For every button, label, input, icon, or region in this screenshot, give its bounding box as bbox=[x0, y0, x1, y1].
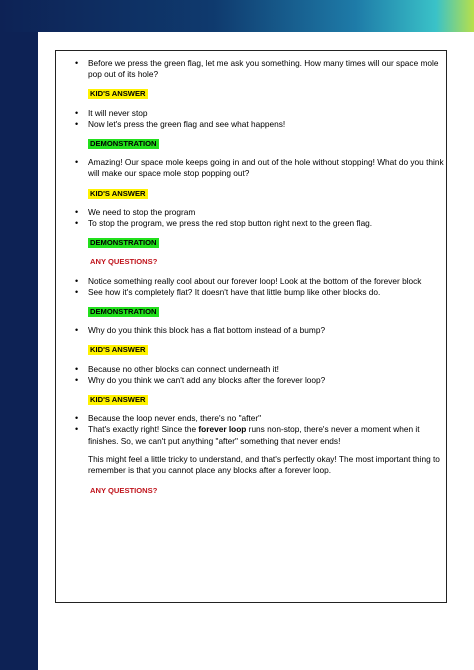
kids-answer-label: KID'S ANSWER bbox=[90, 395, 146, 405]
list-item: • Amazing! Our space mole keeps going in and out of the hole without stopping! What do you think will make our space mole stop popping out? bbox=[72, 157, 444, 179]
list-item: • Before we press the green flag, let me ask you something. How many times will our space mole pop out of its hole? bbox=[72, 58, 444, 80]
bullet-list bbox=[72, 207, 444, 229]
top-decorative-band bbox=[0, 0, 474, 32]
list-item: • Notice something really cool about our forever loop! Look at the bottom of the forever block bbox=[72, 276, 444, 287]
kids-answer-label: KID'S ANSWER bbox=[90, 89, 146, 99]
bullet-list bbox=[72, 58, 444, 80]
bullet-list bbox=[72, 413, 444, 447]
kids-answer-label: KID'S ANSWER bbox=[90, 188, 146, 198]
bullet-list bbox=[72, 325, 444, 336]
bold-text-run: forever loop bbox=[198, 424, 247, 435]
list-item: • We need to stop the program bbox=[72, 207, 444, 218]
any-questions-label: ANY QUESTIONS? bbox=[90, 257, 158, 267]
list-item: • To stop the program, we press the red stop button right next to the green flag. bbox=[72, 218, 444, 229]
list-item: • Why do you think this block has a flat bottom instead of a bump? bbox=[72, 325, 444, 336]
bullet-list bbox=[72, 108, 444, 130]
list-item: • Because no other blocks can connect underneath it! bbox=[72, 364, 444, 375]
list-item: • Because the loop never ends, there's no "after" bbox=[72, 413, 444, 424]
left-decorative-band bbox=[0, 0, 38, 670]
bullet-list bbox=[72, 276, 444, 298]
text-run: runs non-stop, there's never a moment when it finishes. So, we can't put anything "after" something that never ends! bbox=[88, 424, 420, 446]
list-item: • Why do you think we can't add any blocks after the forever loop? bbox=[72, 375, 444, 386]
kids-answer-label: KID'S ANSWER bbox=[90, 345, 146, 355]
bullet-list bbox=[72, 364, 444, 386]
bullet-list bbox=[72, 157, 444, 179]
any-questions-label: ANY QUESTIONS? bbox=[90, 486, 158, 496]
demonstration-label: DEMONSTRATION bbox=[90, 238, 157, 248]
closing-paragraph: This might feel a little tricky to understand, and that's perfectly okay! The most important thing to remember is that you cannot place any blocks after a forever loop. bbox=[88, 453, 440, 476]
demonstration-label: DEMONSTRATION bbox=[90, 307, 157, 317]
list-item bbox=[72, 424, 444, 446]
list-item: • See how it's completely flat? It doesn't have that little bump like other blocks do. bbox=[72, 287, 444, 298]
list-item: • It will never stop bbox=[72, 108, 444, 119]
demonstration-label: DEMONSTRATION bbox=[90, 139, 157, 149]
script-content bbox=[72, 58, 444, 504]
list-item: • Now let's press the green flag and see what happens! bbox=[72, 119, 444, 130]
text-run: That's exactly right! Since the bbox=[88, 424, 199, 435]
